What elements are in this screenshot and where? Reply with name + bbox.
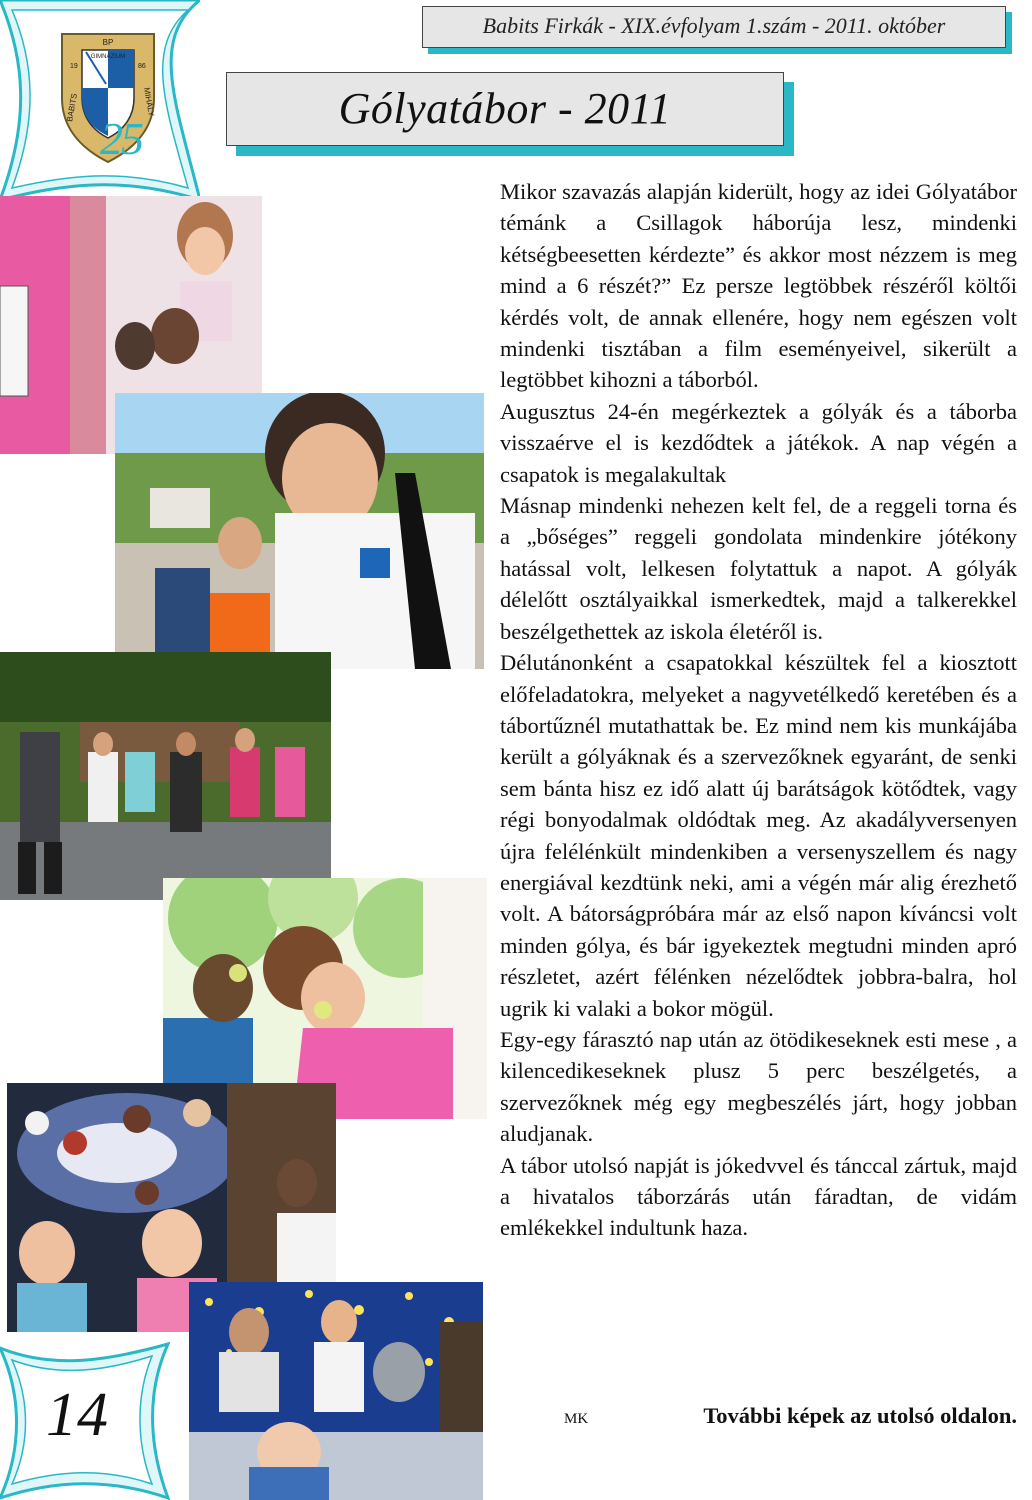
title-banner xyxy=(226,72,784,146)
author-signature: MK xyxy=(564,1411,589,1427)
article-paragraph-4: Délutánonként a csapatokkal készültek fel a kiosztott előfeladatokra, melyeket a nagyvetélkedő keretében és a tábortűznél mutathattak be. Ez mind nem kis munkájába került a gólyáknak és a szervezőknek egyaránt, de senki sem bánta hisz ez idő alatt új barátságok kötődtek, vagy régi bonyodalmak oldódtak meg. Az akadályversenyen újra felélénkült mindenkiben a versenyszellem és nagy energiával kezdtünk neki, ami a végén már alig érezhető volt. A bátorságpróbára már az első napon kíváncsi volt minden gólya, és bár igyekeztek megtudni minden apró részletet, azért félénken nézelődtek jobbra-balra, hol ugrik ki valaki a bokor mögül. xyxy=(500,650,1017,1021)
anniversary-number: 25 xyxy=(100,113,142,164)
photo-boy-glasses xyxy=(115,393,484,669)
article-paragraph-3: Másnap mindenki nehezen kelt fel, de a reggeli torna és a „bőséges” reggeli gondolata mindenkire jótékony hatással volt, lelkesen folytattuk a napot. A gólyák délelőtt osztályaikkal ismerkedtek, majd a talkerekkel beszélgethettek az iskola életéről is. xyxy=(500,493,1017,644)
article-paragraph-2: Augusztus 24-én megérkeztek a gólyák és a táborba visszaérve el is kezdődtek a játékok. A nap végén a csapatok is megalakultak xyxy=(500,398,1017,487)
issue-header xyxy=(422,6,1006,48)
more-photos-note: További képek az utolsó oldalon. xyxy=(703,1403,1017,1428)
article-body xyxy=(500,176,1017,1244)
page-title: Gólyatábor - 2011 xyxy=(338,84,672,133)
article-paragraph-5: Egy-egy fárasztó nap után az ötödikeseknek esti mese , a kilencedikeseknek plusz 5 perc beszélgetés, a szervezőknek még egy megbeszélés járt, hogy jobban aludjanak. xyxy=(500,1026,1017,1147)
logo-left-text: BABITS xyxy=(65,92,79,123)
issue-line: Babits Firkák - XIX.évfolyam 1.szám - 2011. október xyxy=(482,13,946,38)
logo-school-name: GIMNÁZIUM xyxy=(90,54,126,60)
article-paragraph-1: Mikor szavazás alapján kiderült, hogy az idei Gólyatábor témánk a Csillagok háborúja lesz, mindenki kétségbeesetten kérdezte” és akkor most nézzem is meg mind a 6 részét?” Ez persze legtöbbek részéről költői kérdés volt, de annak ellenére, hogy nem egészen volt mindenki tisztában a film eseményeivel, sikerült a legtöbbet kihozni a táborból. xyxy=(500,179,1017,393)
article-paragraph-6: A tábor utolsó napját is jókedvvel és tánccal zártuk, majd a hivatalos táborzárás után fáradtan, de vidám emlékekkel indultunk haza. xyxy=(500,1152,1017,1241)
page-number: 14 xyxy=(46,1381,108,1449)
logo-year-right: 86 xyxy=(138,63,146,70)
logo-year-left: 19 xyxy=(70,63,78,70)
logo-right-text: MIHÁLY xyxy=(142,86,156,118)
photo-walking-group xyxy=(0,652,331,900)
article-footer xyxy=(500,1403,1017,1437)
photo-stars-stage xyxy=(189,1282,483,1500)
logo-top-text: BP xyxy=(102,38,114,47)
